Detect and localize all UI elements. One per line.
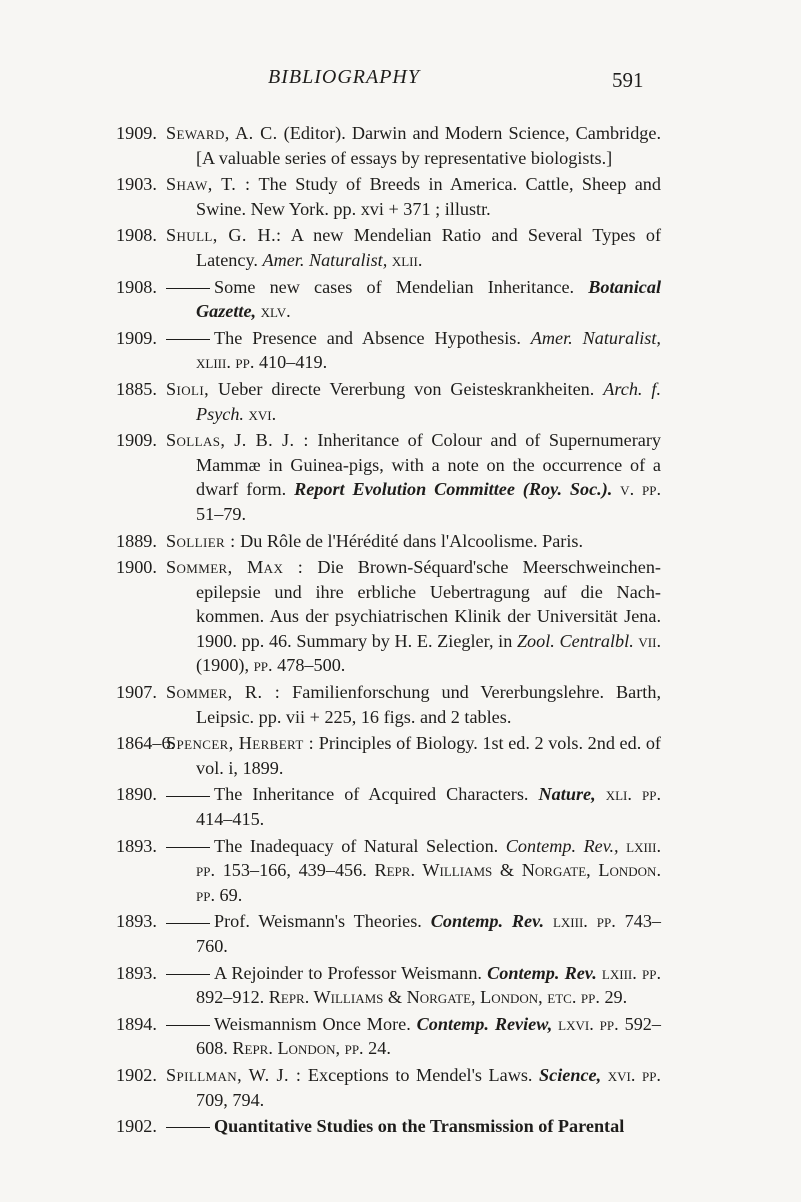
bibliography-entry	[116, 275, 661, 324]
entry-volume: xvi. pp. 709, 794.	[196, 1064, 661, 1110]
entry-text: Some new cases of Mendelian Inheritance.	[214, 276, 589, 297]
bibliography-entry	[116, 326, 661, 375]
entry-volume: xliii. pp. 410–419.	[196, 352, 328, 373]
entry-volume: xvi.	[243, 403, 277, 424]
entry-journal: Botanical Gazette,	[196, 276, 661, 322]
bibliography-entry	[116, 121, 661, 170]
entry-year: 1885.	[116, 378, 157, 399]
entry-volume: lxiii. pp. 153–166, 439–456. Repr. Williams & Norgate, London. pp. 69.	[196, 835, 661, 905]
entry-journal: Amer. Naturalist,	[530, 327, 661, 348]
entry-journal: Amer. Naturalist,	[262, 249, 388, 270]
entry-year: 1894.	[116, 1013, 157, 1034]
entry-text: A Rejoinder to Professor Weismann.	[214, 962, 488, 983]
entry-journal: Contemp. Review,	[416, 1013, 553, 1034]
entry-text: A new Mendelian Ratio and Several Types of Latency.	[196, 225, 661, 270]
bibliography-entry	[116, 680, 661, 729]
entry-text: Du Rôle de l'Hérédité dans l'Alcoolisme. Paris.	[235, 530, 584, 551]
entry-journal: Contemp. Rev.	[487, 962, 597, 983]
bibliography-entry	[116, 961, 661, 1010]
entry-text: The Study of Breeds in America. Cattle, Sheep and Swine. New York. pp. xvi + 371 ; illustr.	[196, 174, 661, 219]
entry-volume: v. pp. 51–79.	[196, 479, 661, 524]
entry-year: 1902.	[116, 1116, 157, 1137]
entry-volume: xlv.	[256, 301, 291, 322]
entry-author: Sommer, R. :	[166, 682, 281, 703]
bibliography-entry	[116, 1063, 661, 1112]
entry-volume: lxiii. pp. 892–912. Repr. Williams & Norgate, London, etc. pp. 29.	[196, 962, 661, 1008]
bibliography-entry	[116, 834, 661, 908]
entry-journal: Nature,	[538, 784, 596, 805]
entry-year: 1889.	[116, 530, 157, 551]
entry-author: Seward, A. C.	[166, 123, 278, 143]
page-header	[0, 66, 801, 96]
entry-year: 1909.	[116, 123, 157, 143]
entry-text: Quantitative Studies on the Transmission of Parental	[214, 1116, 625, 1137]
entry-journal: Contemp. Rev.,	[505, 835, 619, 856]
entry-author: Shaw, T. :	[166, 174, 251, 195]
entry-author: Sollas, J. B. J. :	[166, 430, 309, 451]
entry-volume: lxvi. pp. 592–608. Repr. London, pp. 24.	[196, 1013, 661, 1059]
entry-text: Principles of Biology. 1st ed. 2 vols. 2nd ed. of vol. i, 1899.	[196, 733, 661, 778]
entry-journal: Arch. f. Psych.	[196, 378, 661, 424]
entry-year: 1909.	[116, 327, 157, 348]
entry-volume: vii. (1900), pp. 478–500.	[196, 630, 662, 676]
bibliography-entry	[116, 428, 661, 526]
bibliography-entry	[116, 1114, 661, 1139]
entry-year: 1908.	[116, 225, 157, 246]
bibliography-entry	[116, 555, 661, 678]
bibliography-entry	[116, 1012, 661, 1061]
entry-journal: Contemp. Rev.	[430, 911, 545, 932]
entry-author: Sommer, Max :	[166, 557, 304, 578]
entry-text: The Presence and Absence Hypothesis.	[214, 327, 531, 348]
entry-year: 1893.	[116, 911, 157, 932]
entry-text: Die Brown-Séquard'sche Meerschweinchen-epilepsie und ihre erbliche Uebertragung auf die Nach-kommen. Aus der psychiatrischen Klinik der Universität Jena. 1900. pp. 46. Summary by H. E. Ziegler, in	[196, 557, 661, 651]
entry-year: 1890.	[116, 784, 157, 805]
bibliography-entry	[116, 782, 661, 831]
entry-volume: lxiii. pp. 743–760.	[196, 911, 662, 956]
entry-volume: xlii.	[387, 249, 423, 270]
entry-text: Weismannism Once More.	[214, 1013, 417, 1034]
entry-text: Familienforschung und Vererbungslehre. Barth, Leipsic. pp. vii + 225, 16 figs. and 2 tables.	[196, 682, 661, 727]
entry-year: 1900.	[116, 557, 157, 578]
entry-year: 1893.	[116, 835, 157, 856]
entry-journal: Zool. Centralbl.	[516, 630, 634, 651]
entry-text: The Inadequacy of Natural Selection.	[214, 835, 506, 856]
entry-text: (Editor). Darwin and Modern Science, Cambridge. [A valuable series of essays by representative biologists.]	[196, 123, 662, 168]
entry-author: Spencer, Herbert :	[166, 733, 315, 754]
bibliography-entry	[116, 172, 661, 221]
bibliography-entry	[116, 909, 661, 958]
entry-text: Inheritance of Colour and of Supernumerary Mammæ in Guinea-pigs, with a note on the occurrence of a dwarf form.	[196, 430, 661, 500]
entry-author: Sollier :	[166, 530, 236, 551]
entry-author: Sioli,	[166, 378, 210, 399]
bibliography-entry	[116, 731, 661, 780]
entry-year: 1907.	[116, 682, 157, 703]
page-number: 591	[612, 68, 644, 92]
running-title: BIBLIOGRAPHY	[268, 66, 420, 88]
entry-text: Ueber directe Vererbung von Geisteskrankheiten.	[209, 378, 604, 399]
entry-author: Shull, G. H.:	[166, 225, 282, 246]
entry-year: 1893.	[116, 962, 157, 983]
entry-year: 1903.	[116, 174, 157, 195]
entry-journal: Science,	[539, 1064, 602, 1085]
entry-volume: xli. pp. 414–415.	[196, 784, 661, 830]
entry-text: Exceptions to Mendel's Laws.	[301, 1064, 540, 1085]
bibliography-list	[116, 121, 661, 1141]
entry-year: 1908.	[116, 276, 157, 297]
entry-text: The Inheritance of Acquired Characters.	[214, 784, 539, 805]
entry-text: Prof. Weismann's Theories.	[214, 911, 431, 932]
entry-journal: Report Evolution Committee (Roy. Soc.).	[294, 479, 613, 500]
entry-author: Spillman, W. J. :	[166, 1064, 302, 1085]
bibliography-entry	[116, 377, 661, 426]
entry-year: 1864–6.	[116, 733, 176, 754]
entry-year: 1909.	[116, 430, 157, 451]
entry-year: 1902.	[116, 1064, 157, 1085]
bibliography-entry	[116, 223, 661, 272]
bibliography-entry	[116, 529, 661, 554]
